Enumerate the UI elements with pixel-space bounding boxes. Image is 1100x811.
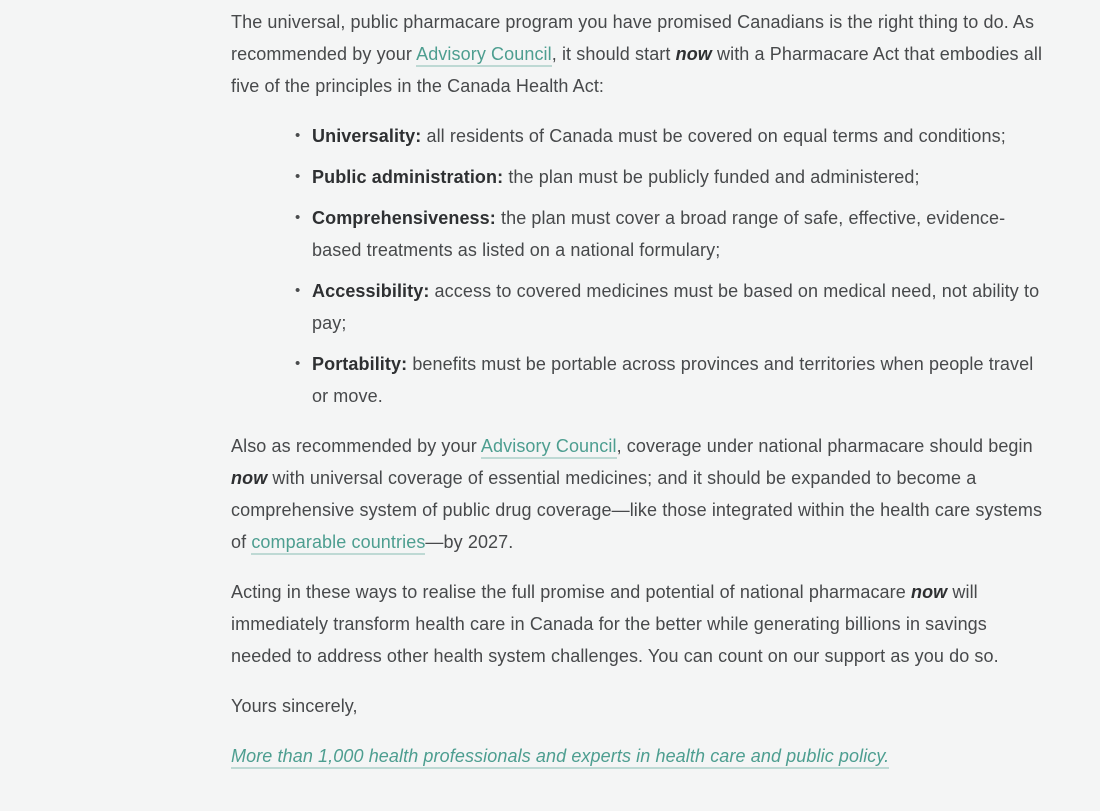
principle-text: all residents of Canada must be covered on equal terms and conditions; xyxy=(421,126,1006,146)
list-item xyxy=(312,161,1049,193)
list-item xyxy=(312,348,1049,412)
paragraph-coverage xyxy=(231,430,1049,558)
comparable-countries-link[interactable]: comparable countries xyxy=(251,532,425,555)
principle-text: the plan must be publicly funded and administered; xyxy=(503,167,920,187)
principle-label: Comprehensiveness: xyxy=(312,208,496,228)
coverage-text: with universal coverage of essential medicines; and it should be expanded to become a comprehensive system of public drug coverage—like those integrated within the health care systems of xyxy=(231,468,1043,552)
closing-text: will immediately transform health care in Canada for the better while generating billions in savings needed to address other health system challenges. You can count on our support as you do so. xyxy=(231,582,999,666)
signature-line xyxy=(231,740,1049,772)
advisory-council-link-2[interactable]: Advisory Council xyxy=(481,436,617,459)
principle-label: Portability: xyxy=(312,354,408,374)
emphasis-now: now xyxy=(910,582,948,602)
principle-label: Accessibility: xyxy=(312,281,430,301)
intro-text: , it should start xyxy=(551,44,676,64)
principle-label: Universality: xyxy=(312,126,422,146)
coverage-text: Also as recommended by your xyxy=(231,436,481,456)
advisory-council-link-1[interactable]: Advisory Council xyxy=(416,44,552,67)
valediction: Yours sincerely, xyxy=(231,696,358,716)
list-item xyxy=(312,275,1049,339)
emphasis-now: now xyxy=(675,44,712,64)
emphasis-now: now xyxy=(231,468,268,488)
closing-text: Acting in these ways to realise the full promise and potential of national pharmacare xyxy=(231,582,911,602)
principles-list xyxy=(231,120,1049,412)
signatories-link[interactable]: More than 1,000 health professionals and experts in health care and public policy. xyxy=(231,746,889,769)
paragraph-closing xyxy=(231,576,1049,672)
intro-text: The universal, public pharmacare program you have promised Canadians is the right thing to do. As recommended by your xyxy=(231,12,1035,64)
principle-text: benefits must be portable across provinces and territories when people travel or move. xyxy=(312,354,1034,406)
list-item xyxy=(312,202,1049,266)
principle-text: access to covered medicines must be based on medical need, not ability to pay; xyxy=(312,281,1040,333)
letter-body xyxy=(231,0,1049,790)
intro-text: with a Pharmacare Act that embodies all five of the principles in the Canada Health Act: xyxy=(231,44,1043,96)
list-item xyxy=(312,120,1049,152)
principle-text: the plan must cover a broad range of safe, effective, evidence-based treatments as listed on a national formulary; xyxy=(312,208,1006,260)
coverage-text: —by 2027. xyxy=(425,532,514,552)
coverage-text: , coverage under national pharmacare should begin xyxy=(616,436,1033,456)
principle-label: Public administration: xyxy=(312,167,504,187)
paragraph-intro xyxy=(231,6,1049,102)
